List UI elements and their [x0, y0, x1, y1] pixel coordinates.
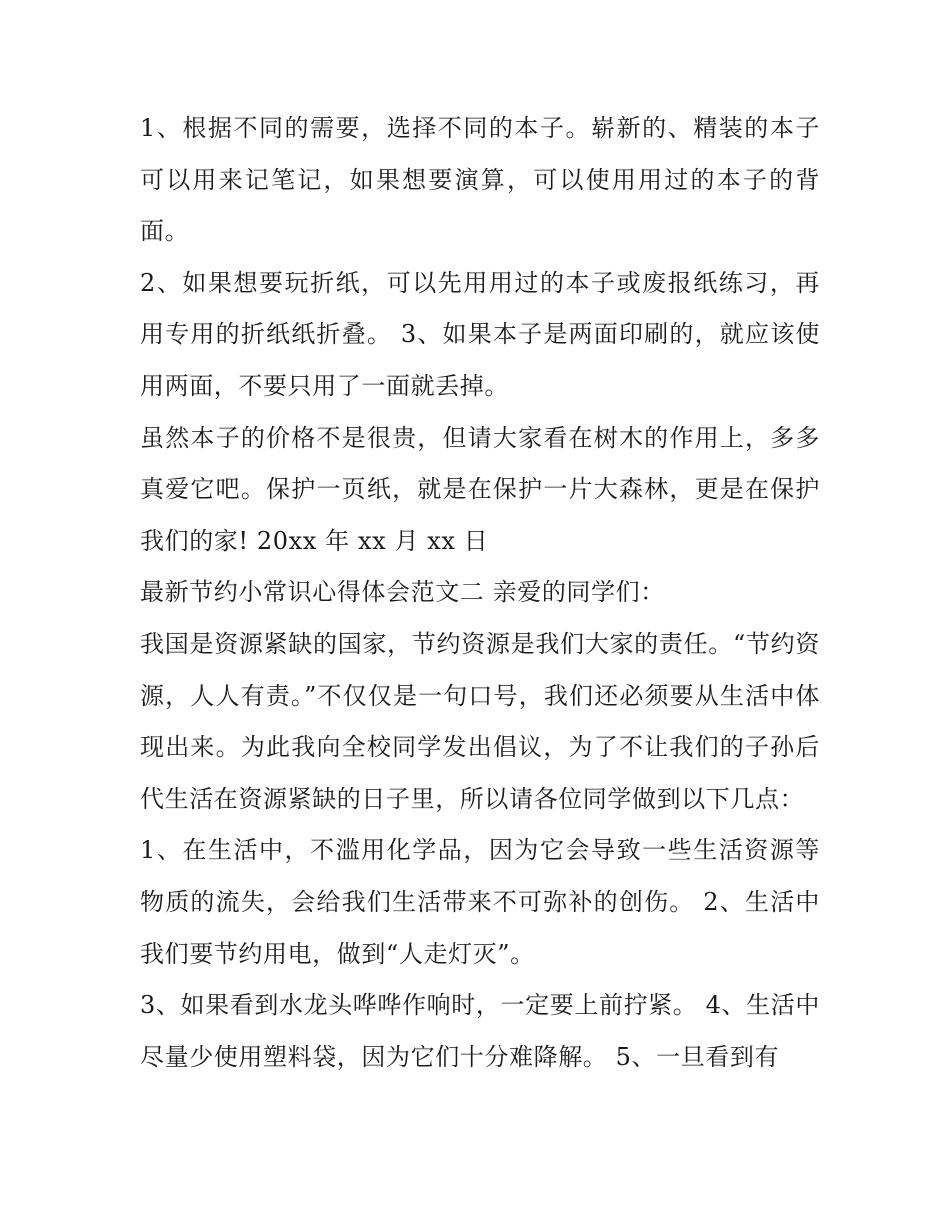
paragraph-origami-tips: 2、如果想要玩折纸，可以先用用过的本子或废报纸练习，再用专用的折纸纸折叠。 3、如果本子是两面印刷的，就应该使用两面，不要只用了一面就丢掉。	[140, 268, 820, 400]
paragraph-notebook-tips: 1、根据不同的需要，选择不同的本子。崭新的、精装的本子可以用来记笔记，如果想要演算，可以使用用过的本子的背面。	[140, 114, 820, 246]
paragraph-protect-paper: 虽然本子的价格不是很贵，但请大家看在树木的作用上，多多真爱它吧。保护一页纸，就是在保护一片大森林，更是在保护我们的家! 20xx 年 xx 月 xx 日	[140, 423, 820, 555]
document-body	[140, 103, 820, 1083]
paragraph-chemicals-electricity: 1、在生活中，不滥用化学品，因为它会导致一些生活资源等物质的流失，会给我们生活带来不可弥补的创伤。 2、生活中我们要节约用电，做到“人走灯灭”。	[140, 836, 820, 968]
paragraph-essay-two-heading: 最新节约小常识心得体会范文二 亲爱的同学们：	[140, 578, 665, 607]
paragraph-water-plastic: 3、如果看到水龙头哗哗作响时，一定要上前拧紧。 4、生活中尽量少使用塑料袋，因为它们十分难降解。 5、一旦看到有	[140, 991, 820, 1071]
paragraph-resource-proposal: 我国是资源紧缺的国家，节约资源是我们大家的责任。“节约资源，人人有责。”不仅仅是一句口号，我们还必须要从生活中体现出来。为此我向全校同学发出倡议，为了不让我们的子孙后代生活在资源紧缺的日子里，所以请各位同学做到以下几点：	[140, 629, 820, 813]
